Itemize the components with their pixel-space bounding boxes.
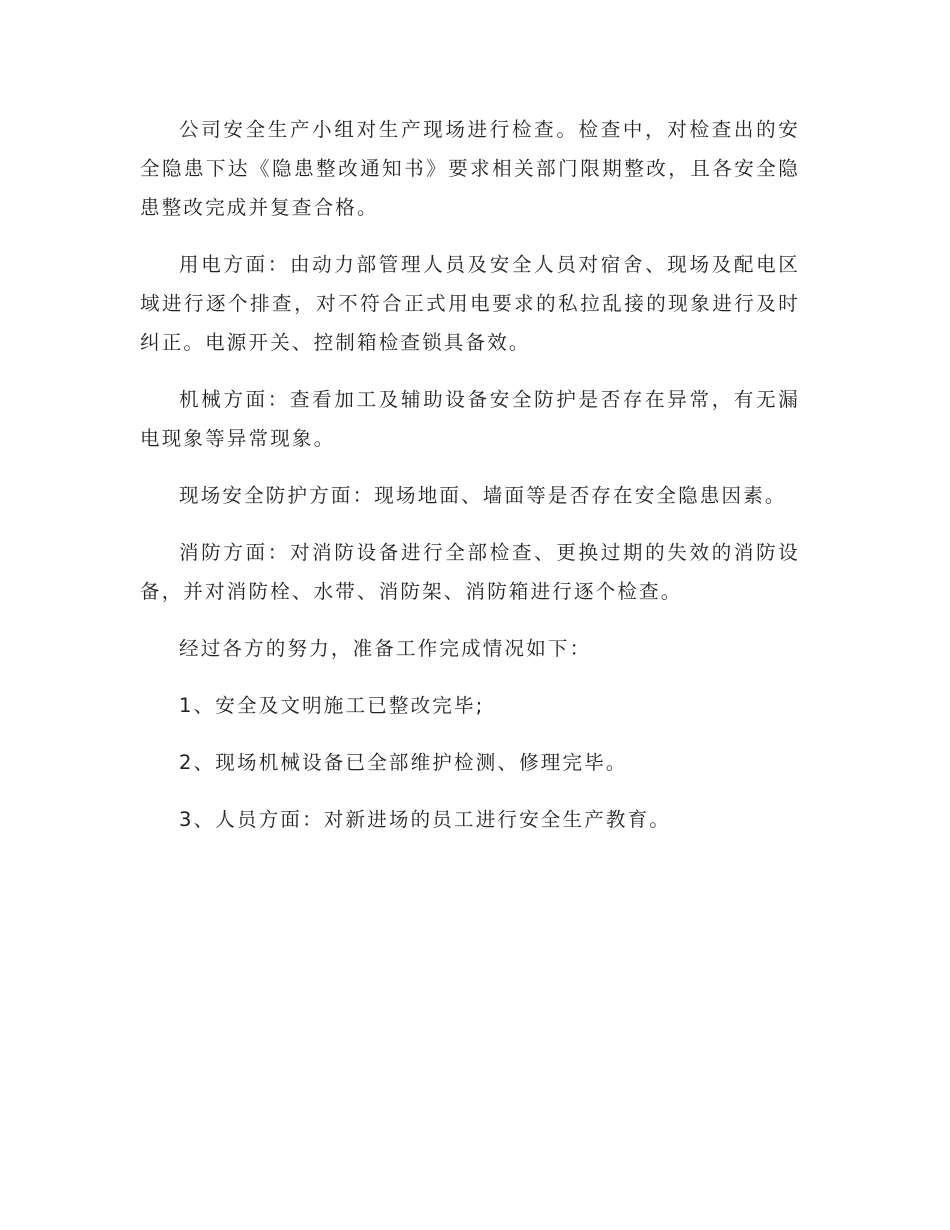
list-item-3: 3、人员方面：对新进场的员工进行安全生产教育。 <box>179 808 672 831</box>
paragraph-site-protection: 现场安全防护方面：现场地面、墙面等是否存在安全隐患因素。 <box>179 484 787 507</box>
paragraph-safety-inspection: 公司安全生产小组对生产现场进行检查。检查中，对检查出的安全隐患下达《隐患整改通知书》要求相关部门限期整改，且各安全隐患整改完成并复查合格。 <box>140 118 800 219</box>
list-item-1: 1、安全及文明施工已整改完毕; <box>179 694 485 717</box>
paragraph-machinery: 机械方面：查看加工及辅助设备安全防护是否存在异常，有无漏电现象等异常现象。 <box>140 388 800 450</box>
document-body <box>140 110 800 857</box>
paragraph-electricity: 用电方面：由动力部管理人员及安全人员对宿舍、现场及配电区域进行逐个排查，对不符合正式用电要求的私拉乱接的现象进行及时纠正。电源开关、控制箱检查锁具备效。 <box>140 253 800 354</box>
paragraph-fire-protection: 消防方面：对消防设备进行全部检查、更换过期的失效的消防设备，并对消防栓、水带、消防架、消防箱进行逐个检查。 <box>140 541 800 603</box>
paragraph-summary-intro: 经过各方的努力，准备工作完成情况如下： <box>179 637 592 660</box>
list-item-2: 2、现场机械设备已全部维护检测、修理完毕。 <box>179 751 628 774</box>
